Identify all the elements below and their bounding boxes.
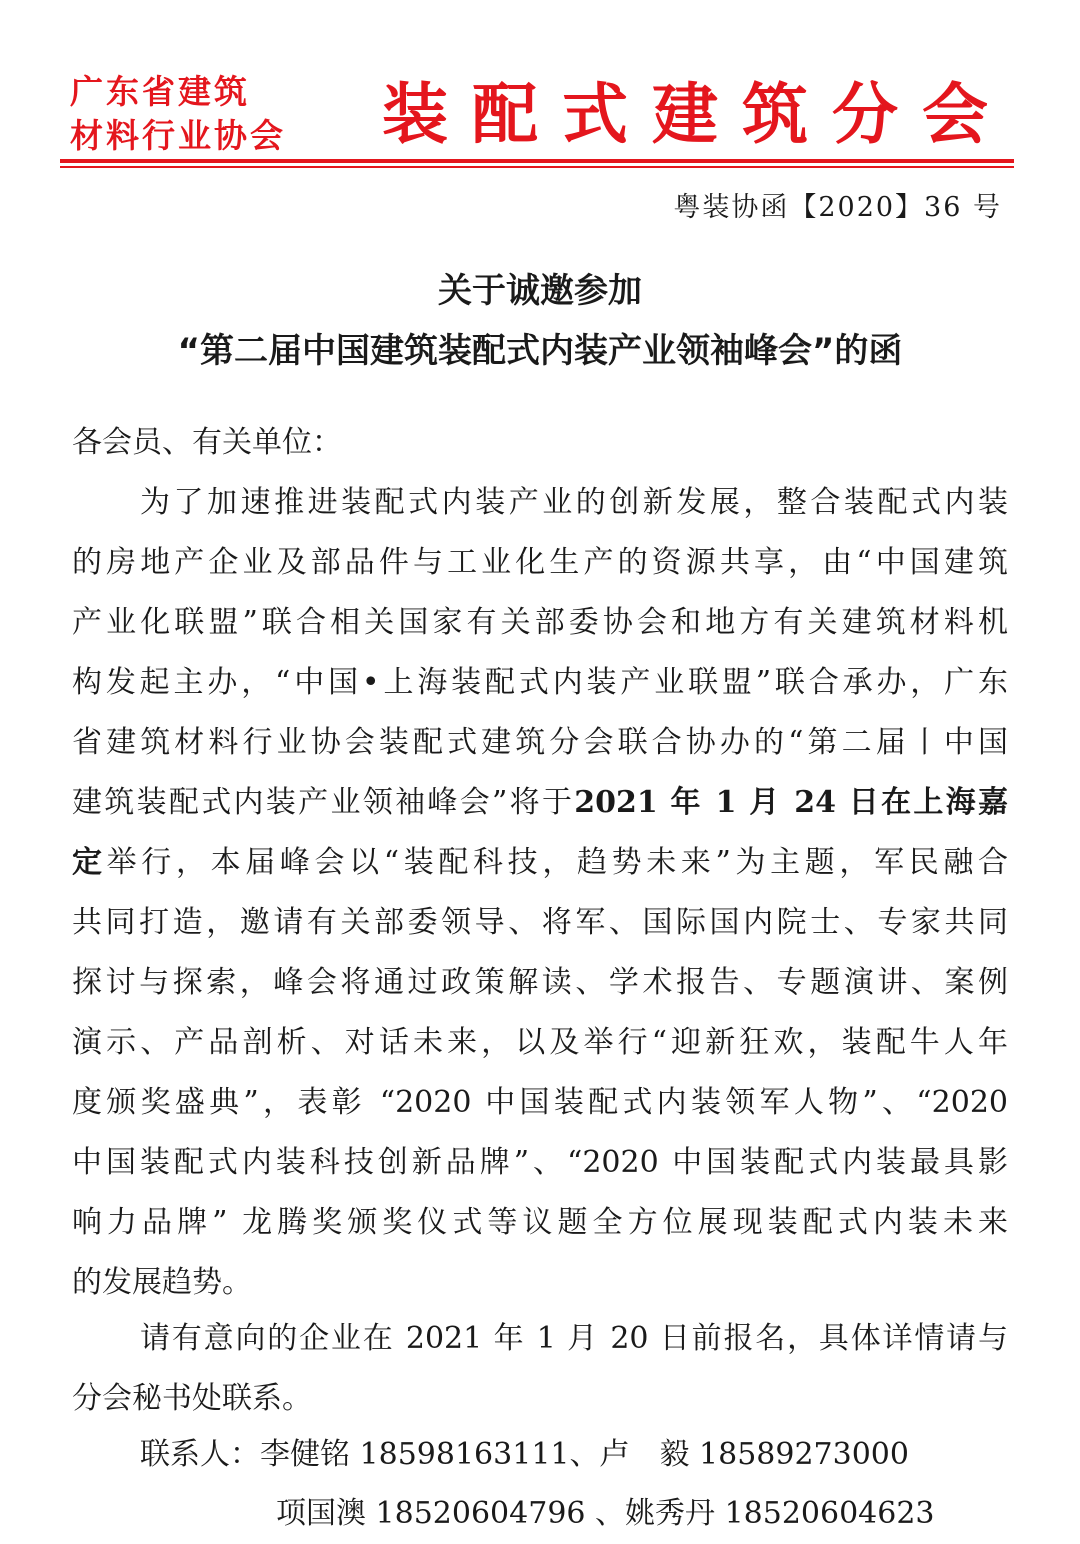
association-name [70,70,300,158]
paragraph1-line: 共同打造，邀请有关部委领导、将军、国际国内院士、专家共同 [72,905,1008,940]
contacts-line1: 联系人：李健铭 18598163111、卢 毅 18589273000 [140,1437,909,1472]
paragraph1-line: 探讨与探索，峰会将通过政策解读、学术报告、专题演讲、案例 [72,965,1008,1000]
paragraph1-line: 的发展趋势。 [72,1265,252,1300]
document-number: 粤装协函【2020】36 号 [673,192,1002,223]
event-location-end: 定 [72,845,107,880]
paragraph1-line: 演示、产品剖析、对话未来，以及举行“迎新狂欢，装配牛人年 [72,1025,1008,1060]
paragraph1-text: 举行，本届峰会以“装配科技，趋势未来”为主题，军民融合 [106,845,1009,880]
letterhead-rule-thick [60,159,1014,163]
paragraph1-line: 省建筑材料行业协会装配式建筑分会联合协办的“第二届丨中国 [72,725,1008,760]
paragraph1-line: 为了加速推进装配式内装产业的创新发展，整合装配式内装 [140,485,1008,520]
event-date-location: 2021 年 1 月 24 日在上海嘉 [574,785,1008,820]
paragraph1-line [72,773,1008,833]
paragraph1-line: 产业化联盟”联合相关国家有关部委协会和地方有关建筑材料机 [72,605,1008,640]
letterhead [70,70,1012,160]
paragraph1-text: 建筑装配式内装产业领袖峰会”将于 [72,785,575,820]
paragraph1-line: 的房地产企业及部品件与工业化生产的资源共享，由“中国建筑 [72,545,1008,580]
document-title-line2: “第二届中国建筑装配式内装产业领袖峰会”的函 [177,331,903,371]
branch-name: 装配式建筑分会 [382,76,1012,153]
salutation: 各会员、有关单位： [72,425,342,460]
paragraph1-line: 度颁奖盛典”，表彰 “2020 中国装配式内装领军人物”、“2020 [72,1085,1008,1120]
paragraph1-line: 响力品牌” 龙腾奖颁奖仪式等议题全方位展现装配式内装未来 [72,1205,1008,1240]
paragraph1-line [72,833,1008,893]
paragraph2-line: 请有意向的企业在 2021 年 1 月 20 日前报名，具体详情请与 [140,1321,1008,1356]
letterhead-rule-thin [60,166,1014,168]
document-title-line1: 关于诚邀参加 [438,271,642,311]
association-name-line2: 材料行业协会 [70,116,286,155]
contacts-line2: 项国澳 18520604796 、姚秀丹 18520604623 [276,1496,935,1531]
paragraph1-line: 构发起主办，“中国•上海装配式内装产业联盟”联合承办，广东 [72,665,1008,700]
association-name-line1: 广东省建筑 [70,72,250,111]
paragraph1-line: 中国装配式内装科技创新品牌”、“2020 中国装配式内装最具影 [72,1145,1008,1180]
paragraph2-line: 分会秘书处联系。 [72,1381,312,1416]
